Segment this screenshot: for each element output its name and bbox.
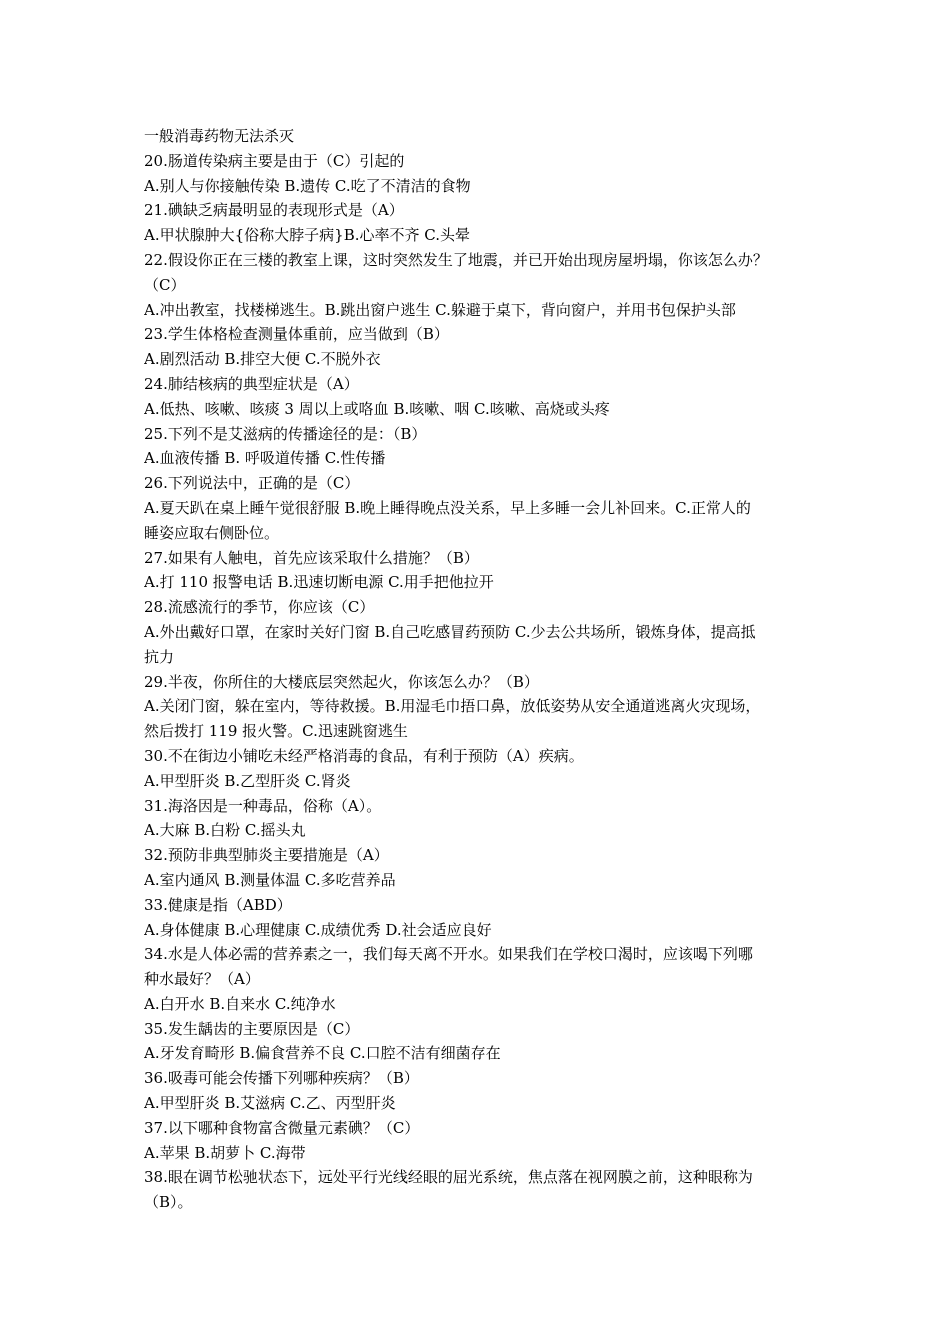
question-38-cont: （B）。	[144, 1193, 193, 1212]
question-25: 25.下列不是艾滋病的传播途径的是：（B）	[144, 424, 427, 443]
options-27: A.打 110 报警电话 B.迅速切断电源 C.用手把他拉开	[144, 573, 494, 592]
options-30: A.甲型肝炎 B.乙型肝炎 C.肾炎	[144, 771, 351, 790]
text-line: 一般消毒药物无法杀灭	[144, 127, 295, 145]
question-30: 30.不在街边小铺吃未经严格消毒的食品，有利于预防（A）疾病。	[144, 746, 584, 765]
question-36: 36.吸毒可能会传播下列哪种疾病？（B）	[144, 1069, 419, 1088]
options-24: A.低热、咳嗽、咳痰 3 周以上或咯血 B.咳嗽、咽 C.咳嗽、高烧或头疼	[144, 399, 610, 418]
question-34-cont: 种水最好？（A）	[144, 970, 260, 989]
options-29-cont: 然后拨打 119 报火警。C.迅速跳窗逃生	[144, 722, 408, 741]
options-36: A.甲型肝炎 B.艾滋病 C.乙、丙型肝炎	[144, 1094, 396, 1113]
options-25: A.血液传播 B. 呼吸道传播 C.性传播	[144, 449, 386, 468]
options-20: A.别人与你接触传染 B.遗传 C.吃了不清洁的食物	[144, 176, 471, 195]
options-29: A.关闭门窗，躲在室内，等待救援。B.用湿毛巾捂口鼻，放低姿势从安全通道逃离火灾现场，	[144, 697, 761, 716]
question-26: 26.下列说法中，正确的是（C）	[144, 474, 360, 493]
question-20: 20.肠道传染病主要是由于（C）引起的	[144, 151, 405, 170]
question-38: 38.眼在调节松驰状态下，远处平行光线经眼的屈光系统，焦点落在视网膜之前，这种眼称为	[144, 1168, 753, 1187]
options-35: A.牙发育畸形 B.偏食营养不良 C.口腔不洁有细菌存在	[144, 1044, 501, 1063]
question-27: 27.如果有人触电，首先应该采取什么措施？（B）	[144, 548, 479, 567]
options-37: A.苹果 B.胡萝卜 C.海带	[144, 1143, 306, 1162]
options-21: A.甲状腺肿大{俗称大脖子病}B.心率不齐 C.头晕	[144, 226, 470, 245]
question-33: 33.健康是指（ABD）	[144, 895, 292, 914]
question-21: 21.碘缺乏病最明显的表现形式是（A）	[144, 201, 404, 220]
question-34: 34.水是人体必需的营养素之一，我们每天离不开水。如果我们在学校口渴时，应该喝下列哪	[144, 945, 753, 964]
question-29: 29.半夜，你所住的大楼底层突然起火，你该怎么办？（B）	[144, 672, 539, 691]
question-24: 24.肺结核病的典型症状是（A）	[144, 374, 359, 393]
options-32: A.室内通风 B.测量体温 C.多吃营养品	[144, 870, 396, 889]
question-28: 28.流感流行的季节，你应该（C）	[144, 598, 375, 617]
question-22-answer: （C）	[144, 275, 186, 294]
options-28-cont: 抗力	[144, 647, 175, 666]
options-28: A.外出戴好口罩，在家时关好门窗 B.自己吃感冒药预防 C.少去公共场所，锻炼身体，提高抵	[144, 622, 756, 641]
question-37: 37.以下哪种食物富含微量元素碘？（C）	[144, 1118, 420, 1137]
question-22: 22.假设你正在三楼的教室上课，这时突然发生了地震，并已开始出现房屋坍塌，你该怎么办？	[144, 250, 768, 269]
options-26: A.夏天趴在桌上睡午觉很舒服 B.晚上睡得晚点没关系，早上多睡一会儿补回来。C.正常人的	[144, 498, 751, 517]
options-34: A.白开水 B.自来水 C.纯净水	[144, 994, 336, 1013]
question-35: 35.发生龋齿的主要原因是（C）	[144, 1019, 360, 1038]
question-23: 23.学生体格检查测量体重前，应当做到（B）	[144, 325, 449, 344]
document-body	[144, 124, 814, 1215]
options-22: A.冲出教室，找楼梯逃生。B.跳出窗户逃生 C.躲避于桌下，背向窗户，并用书包保护头部	[144, 300, 736, 319]
options-31: A.大麻 B.白粉 C.摇头丸	[144, 821, 306, 840]
options-33: A.身体健康 B.心理健康 C.成绩优秀 D.社会适应良好	[144, 920, 492, 939]
options-26-cont: 睡姿应取右侧卧位。	[144, 523, 280, 542]
options-23: A.剧烈活动 B.排空大便 C.不脱外衣	[144, 350, 381, 369]
question-31: 31.海洛因是一种毒品，俗称（A）。	[144, 796, 382, 815]
question-32: 32.预防非典型肺炎主要措施是（A）	[144, 846, 389, 865]
